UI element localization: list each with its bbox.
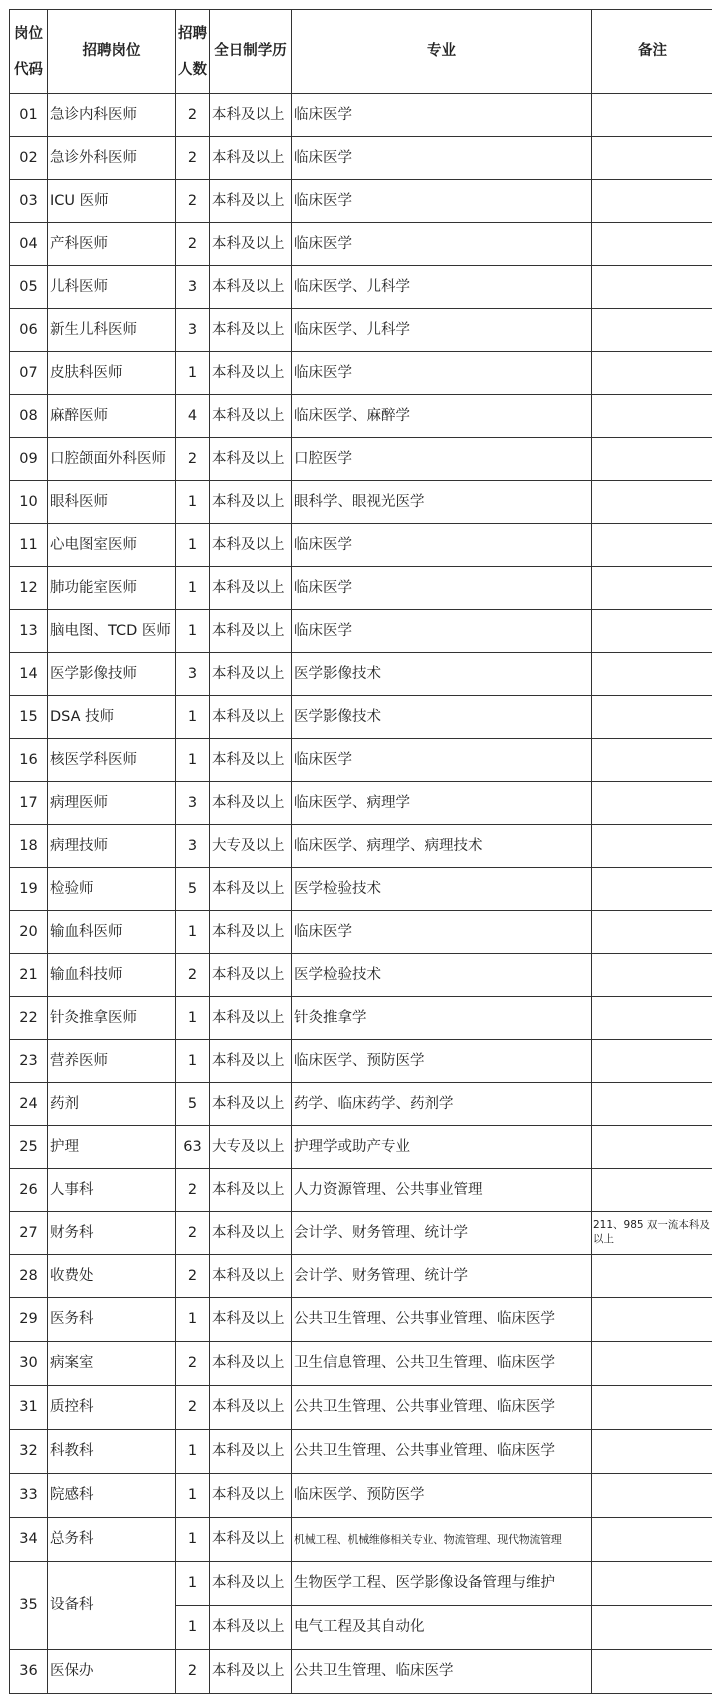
table-row xyxy=(10,911,712,954)
row-education: 本科及以上 xyxy=(210,266,292,309)
row-position: 针灸推拿医师 xyxy=(48,997,176,1040)
header-code: 岗位代码 xyxy=(10,10,48,94)
row-note xyxy=(592,180,712,223)
table-row xyxy=(10,997,712,1040)
row-code: 03 xyxy=(10,180,48,223)
row-major: 口腔医学 xyxy=(292,438,592,481)
row-count: 3 xyxy=(176,782,210,825)
row-count: 1 xyxy=(176,481,210,524)
row-count: 3 xyxy=(176,266,210,309)
row-education: 本科及以上 xyxy=(210,911,292,954)
row-major: 会计学、财务管理、统计学 xyxy=(292,1255,592,1298)
row-count: 1 xyxy=(176,610,210,653)
row-count: 2 xyxy=(176,1212,210,1255)
table-row xyxy=(10,1255,712,1298)
row-education: 本科及以上 xyxy=(210,481,292,524)
row-education: 本科及以上 xyxy=(210,395,292,438)
row-major: 医学影像技术 xyxy=(292,653,592,696)
row-note xyxy=(592,1562,712,1606)
row-education: 本科及以上 xyxy=(210,1650,292,1694)
row-education: 本科及以上 xyxy=(210,1386,292,1430)
row-code: 02 xyxy=(10,137,48,180)
table-row xyxy=(10,524,712,567)
row-position: 病案室 xyxy=(48,1342,176,1386)
row-note xyxy=(592,1169,712,1212)
table-row xyxy=(10,868,712,911)
row-education: 本科及以上 xyxy=(210,180,292,223)
row-position: 病理医师 xyxy=(48,782,176,825)
row-note xyxy=(592,1040,712,1083)
table-row xyxy=(10,1169,712,1212)
row-count: 2 xyxy=(176,1650,210,1694)
table-row xyxy=(10,223,712,266)
row-note xyxy=(592,352,712,395)
row-count: 2 xyxy=(176,438,210,481)
row-major: 临床医学、儿科学 xyxy=(292,309,592,352)
row-major: 临床医学、病理学 xyxy=(292,782,592,825)
row-education: 本科及以上 xyxy=(210,223,292,266)
row-education: 本科及以上 xyxy=(210,438,292,481)
row-position: 财务科 xyxy=(48,1212,176,1255)
row-note xyxy=(592,610,712,653)
row-position: 病理技师 xyxy=(48,825,176,868)
table-row xyxy=(10,1518,712,1562)
row-note xyxy=(592,1298,712,1342)
row-education: 本科及以上 xyxy=(210,1255,292,1298)
row-count: 1 xyxy=(176,524,210,567)
row-education: 本科及以上 xyxy=(210,954,292,997)
row-major: 公共卫生管理、公共事业管理、临床医学 xyxy=(292,1430,592,1474)
row-code: 27 xyxy=(10,1212,48,1255)
row-code: 12 xyxy=(10,567,48,610)
row-note xyxy=(592,309,712,352)
row-position: 脑电图、TCD 医师 xyxy=(48,610,176,653)
row-code: 34 xyxy=(10,1518,48,1562)
table-row xyxy=(10,94,712,137)
row-count: 1 xyxy=(176,1430,210,1474)
row-major: 人力资源管理、公共事业管理 xyxy=(292,1169,592,1212)
row-education: 本科及以上 xyxy=(210,610,292,653)
table-row xyxy=(10,180,712,223)
row-note xyxy=(592,438,712,481)
row-count: 2 xyxy=(176,1169,210,1212)
row-code: 35 xyxy=(10,1562,48,1650)
row-education: 本科及以上 xyxy=(210,1169,292,1212)
table-row xyxy=(10,1040,712,1083)
header-row xyxy=(10,10,712,94)
row-position: 口腔颌面外科医师 xyxy=(48,438,176,481)
row-major: 医学影像技术 xyxy=(292,696,592,739)
row-count: 3 xyxy=(176,309,210,352)
row-note xyxy=(592,137,712,180)
row-count: 3 xyxy=(176,653,210,696)
row-position: DSA 技师 xyxy=(48,696,176,739)
row-position: 院感科 xyxy=(48,1474,176,1518)
row-major: 卫生信息管理、公共卫生管理、临床医学 xyxy=(292,1342,592,1386)
row-position: 心电图室医师 xyxy=(48,524,176,567)
row-education: 本科及以上 xyxy=(210,1430,292,1474)
row-education: 本科及以上 xyxy=(210,1040,292,1083)
table-row xyxy=(10,352,712,395)
row-major: 临床医学 xyxy=(292,524,592,567)
row-count: 1 xyxy=(176,567,210,610)
row-code: 04 xyxy=(10,223,48,266)
table-row xyxy=(10,739,712,782)
row-note xyxy=(592,954,712,997)
row-education: 本科及以上 xyxy=(210,309,292,352)
row-major: 公共卫生管理、公共事业管理、临床医学 xyxy=(292,1386,592,1430)
row-major: 会计学、财务管理、统计学 xyxy=(292,1212,592,1255)
row-code: 21 xyxy=(10,954,48,997)
header-note: 备注 xyxy=(592,10,712,94)
row-note xyxy=(592,1518,712,1562)
row-count: 2 xyxy=(176,137,210,180)
table-row xyxy=(10,395,712,438)
row-code: 31 xyxy=(10,1386,48,1430)
row-note xyxy=(592,94,712,137)
row-note xyxy=(592,395,712,438)
row-education: 本科及以上 xyxy=(210,1298,292,1342)
row-note xyxy=(592,266,712,309)
row-note xyxy=(592,653,712,696)
row-count: 1 xyxy=(176,911,210,954)
row-code: 26 xyxy=(10,1169,48,1212)
row-education: 本科及以上 xyxy=(210,739,292,782)
table-row xyxy=(10,266,712,309)
row-code: 33 xyxy=(10,1474,48,1518)
row-code: 10 xyxy=(10,481,48,524)
row-education: 本科及以上 xyxy=(210,1474,292,1518)
row-code: 09 xyxy=(10,438,48,481)
row-education: 本科及以上 xyxy=(210,1606,292,1650)
row-code: 20 xyxy=(10,911,48,954)
table-row xyxy=(10,1430,712,1474)
row-note xyxy=(592,1606,712,1650)
row-major: 临床医学 xyxy=(292,352,592,395)
row-code: 18 xyxy=(10,825,48,868)
row-position: 急诊内科医师 xyxy=(48,94,176,137)
row-education: 本科及以上 xyxy=(210,567,292,610)
row-count: 5 xyxy=(176,868,210,911)
table-row xyxy=(10,1212,712,1255)
row-major: 临床医学 xyxy=(292,911,592,954)
table-row xyxy=(10,309,712,352)
row-count: 1 xyxy=(176,696,210,739)
row-major: 临床医学 xyxy=(292,739,592,782)
row-count: 1 xyxy=(176,352,210,395)
row-education: 本科及以上 xyxy=(210,94,292,137)
row-count: 2 xyxy=(176,94,210,137)
row-position: 检验师 xyxy=(48,868,176,911)
header-position: 招聘岗位 xyxy=(48,10,176,94)
row-note xyxy=(592,1255,712,1298)
row-major: 公共卫生管理、公共事业管理、临床医学 xyxy=(292,1298,592,1342)
table-row xyxy=(10,1342,712,1386)
recruitment-table xyxy=(9,9,712,1694)
row-position: 输血科技师 xyxy=(48,954,176,997)
row-position: 总务科 xyxy=(48,1518,176,1562)
row-major: 临床医学 xyxy=(292,180,592,223)
row-position: 输血科医师 xyxy=(48,911,176,954)
row-count: 5 xyxy=(176,1083,210,1126)
row-major: 临床医学、麻醉学 xyxy=(292,395,592,438)
row-note xyxy=(592,868,712,911)
row-count: 1 xyxy=(176,1518,210,1562)
table-row xyxy=(10,653,712,696)
row-position: 肺功能室医师 xyxy=(48,567,176,610)
row-position: 人事科 xyxy=(48,1169,176,1212)
row-count: 4 xyxy=(176,395,210,438)
row-major: 针灸推拿学 xyxy=(292,997,592,1040)
row-count: 2 xyxy=(176,954,210,997)
row-note xyxy=(592,524,712,567)
row-count: 1 xyxy=(176,739,210,782)
row-major: 临床医学、儿科学 xyxy=(292,266,592,309)
row-count: 1 xyxy=(176,1606,210,1650)
row-note xyxy=(592,1386,712,1430)
row-major: 生物医学工程、医学影像设备管理与维护 xyxy=(292,1562,592,1606)
row-note xyxy=(592,739,712,782)
row-major: 医学检验技术 xyxy=(292,868,592,911)
table-row xyxy=(10,1083,712,1126)
row-code: 23 xyxy=(10,1040,48,1083)
table-row xyxy=(10,610,712,653)
row-major: 眼科学、眼视光医学 xyxy=(292,481,592,524)
row-position: ICU 医师 xyxy=(48,180,176,223)
table-row xyxy=(10,825,712,868)
row-count: 2 xyxy=(176,180,210,223)
row-major: 临床医学 xyxy=(292,567,592,610)
row-education: 大专及以上 xyxy=(210,1126,292,1169)
row-major: 机械工程、机械维修相关专业、物流管理、现代物流管理 xyxy=(292,1518,592,1562)
row-major: 临床医学 xyxy=(292,223,592,266)
row-position: 新生儿科医师 xyxy=(48,309,176,352)
table-row xyxy=(10,481,712,524)
row-major: 药学、临床药学、药剂学 xyxy=(292,1083,592,1126)
row-code: 06 xyxy=(10,309,48,352)
row-count: 1 xyxy=(176,1040,210,1083)
row-code: 28 xyxy=(10,1255,48,1298)
row-major: 临床医学 xyxy=(292,610,592,653)
row-code: 30 xyxy=(10,1342,48,1386)
row-education: 本科及以上 xyxy=(210,1083,292,1126)
row-note xyxy=(592,481,712,524)
table-row xyxy=(10,954,712,997)
row-code: 19 xyxy=(10,868,48,911)
row-education: 本科及以上 xyxy=(210,997,292,1040)
row-education: 大专及以上 xyxy=(210,825,292,868)
row-code: 16 xyxy=(10,739,48,782)
row-education: 本科及以上 xyxy=(210,782,292,825)
row-education: 本科及以上 xyxy=(210,524,292,567)
row-position: 核医学科医师 xyxy=(48,739,176,782)
row-education: 本科及以上 xyxy=(210,1518,292,1562)
row-code: 13 xyxy=(10,610,48,653)
row-count: 1 xyxy=(176,1562,210,1606)
row-count: 63 xyxy=(176,1126,210,1169)
row-code: 29 xyxy=(10,1298,48,1342)
row-note xyxy=(592,1342,712,1386)
row-position: 急诊外科医师 xyxy=(48,137,176,180)
row-count: 2 xyxy=(176,1255,210,1298)
row-position: 眼科医师 xyxy=(48,481,176,524)
row-major: 医学检验技术 xyxy=(292,954,592,997)
row-position: 儿科医师 xyxy=(48,266,176,309)
row-position: 科教科 xyxy=(48,1430,176,1474)
row-position: 医务科 xyxy=(48,1298,176,1342)
header-count: 招聘人数 xyxy=(176,10,210,94)
row-education: 本科及以上 xyxy=(210,1562,292,1606)
row-note xyxy=(592,1430,712,1474)
row-education: 本科及以上 xyxy=(210,1212,292,1255)
row-code: 17 xyxy=(10,782,48,825)
row-note xyxy=(592,825,712,868)
row-major: 临床医学 xyxy=(292,137,592,180)
table-row xyxy=(10,696,712,739)
row-count: 1 xyxy=(176,1298,210,1342)
row-position: 医保办 xyxy=(48,1650,176,1694)
row-note xyxy=(592,911,712,954)
row-count: 1 xyxy=(176,1474,210,1518)
row-note xyxy=(592,223,712,266)
row-position: 营养医师 xyxy=(48,1040,176,1083)
table-row xyxy=(10,438,712,481)
row-code: 01 xyxy=(10,94,48,137)
row-education: 本科及以上 xyxy=(210,137,292,180)
row-major: 临床医学、病理学、病理技术 xyxy=(292,825,592,868)
row-note xyxy=(592,1083,712,1126)
row-code: 32 xyxy=(10,1430,48,1474)
row-code: 05 xyxy=(10,266,48,309)
table-row xyxy=(10,137,712,180)
row-major: 电气工程及其自动化 xyxy=(292,1606,592,1650)
table-row xyxy=(10,1650,712,1694)
row-count: 3 xyxy=(176,825,210,868)
table-row xyxy=(10,1126,712,1169)
row-education: 本科及以上 xyxy=(210,1342,292,1386)
row-code: 36 xyxy=(10,1650,48,1694)
row-major: 护理学或助产专业 xyxy=(292,1126,592,1169)
row-position: 收费处 xyxy=(48,1255,176,1298)
row-note xyxy=(592,1474,712,1518)
row-note xyxy=(592,782,712,825)
row-education: 本科及以上 xyxy=(210,868,292,911)
row-code: 08 xyxy=(10,395,48,438)
row-code: 07 xyxy=(10,352,48,395)
row-position: 皮肤科医师 xyxy=(48,352,176,395)
row-education: 本科及以上 xyxy=(210,352,292,395)
row-code: 15 xyxy=(10,696,48,739)
row-count: 2 xyxy=(176,1386,210,1430)
table-row xyxy=(10,567,712,610)
row-note xyxy=(592,997,712,1040)
row-position: 设备科 xyxy=(48,1562,176,1650)
row-major: 临床医学 xyxy=(292,94,592,137)
row-position: 护理 xyxy=(48,1126,176,1169)
row-code: 25 xyxy=(10,1126,48,1169)
row-note xyxy=(592,1126,712,1169)
row-position: 医学影像技师 xyxy=(48,653,176,696)
table-row xyxy=(10,1298,712,1342)
row-code: 14 xyxy=(10,653,48,696)
row-major: 公共卫生管理、临床医学 xyxy=(292,1650,592,1694)
table-row xyxy=(10,1386,712,1430)
header-education: 全日制学历 xyxy=(210,10,292,94)
row-education: 本科及以上 xyxy=(210,653,292,696)
row-position: 质控科 xyxy=(48,1386,176,1430)
row-count: 1 xyxy=(176,997,210,1040)
row-position: 产科医师 xyxy=(48,223,176,266)
row-major: 临床医学、预防医学 xyxy=(292,1474,592,1518)
row-position: 药剂 xyxy=(48,1083,176,1126)
header-major: 专业 xyxy=(292,10,592,94)
row-note xyxy=(592,1650,712,1694)
row-note xyxy=(592,567,712,610)
row-count: 2 xyxy=(176,1342,210,1386)
row-code: 22 xyxy=(10,997,48,1040)
table-row xyxy=(10,1562,712,1606)
row-code: 24 xyxy=(10,1083,48,1126)
table-row xyxy=(10,1474,712,1518)
table-row xyxy=(10,782,712,825)
row-code: 11 xyxy=(10,524,48,567)
row-note xyxy=(592,696,712,739)
row-note: 211、985 双一流本科及以上 xyxy=(592,1212,712,1255)
row-position: 麻醉医师 xyxy=(48,395,176,438)
row-education: 本科及以上 xyxy=(210,696,292,739)
row-major: 临床医学、预防医学 xyxy=(292,1040,592,1083)
row-count: 2 xyxy=(176,223,210,266)
